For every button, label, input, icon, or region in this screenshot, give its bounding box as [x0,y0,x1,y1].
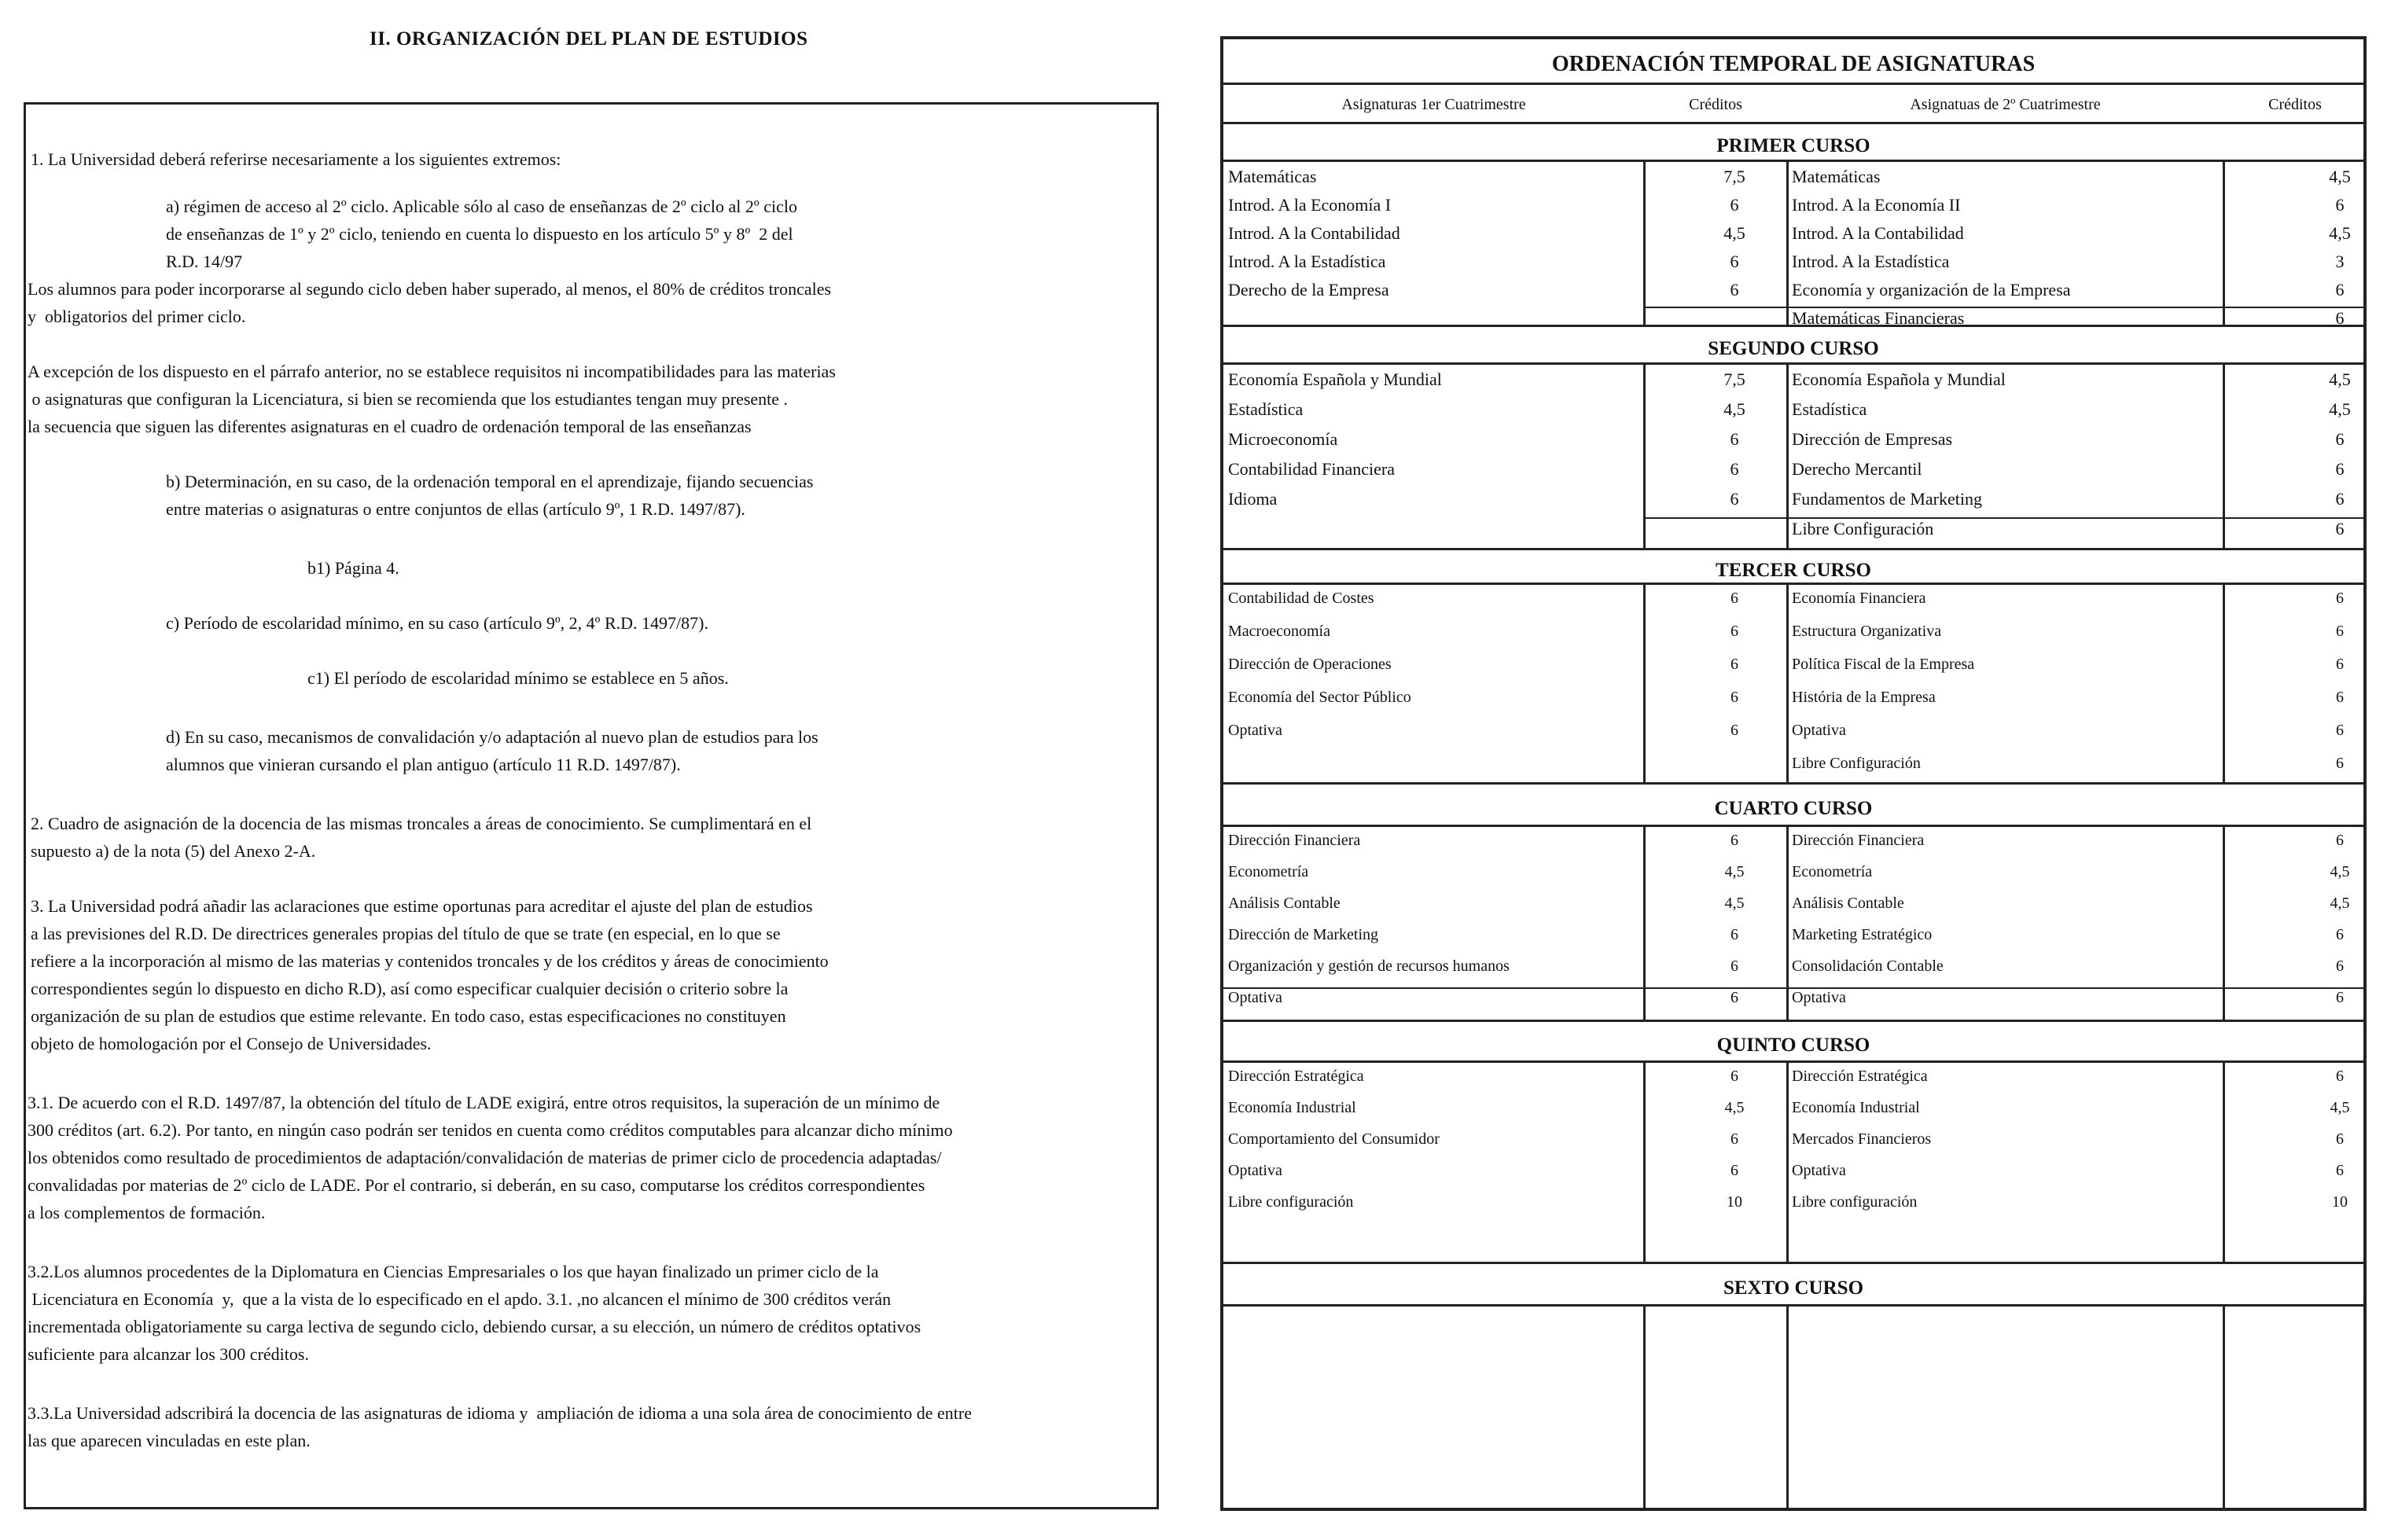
second-semester-subject: Economía y organización de la Empresa [1792,280,2071,300]
second-semester-credits: 6 [2335,195,2345,215]
column-divider [2223,585,2225,785]
course-separator [1223,825,2363,827]
first-semester-subject: Economía del Sector Público [1228,689,1411,706]
second-semester-subject: Libre configuración [1792,1193,1918,1211]
column-divider [1643,1063,1646,1264]
second-semester-credits: 4,5 [2329,223,2351,243]
text-line: de enseñanzas de 1º y 2º ciclo, teniendo en cuenta lo dispuesto en los artículo 5º y 8º 2 del [166,224,793,244]
first-semester-subject: Dirección Financiera [1228,832,1361,849]
column-divider [1786,1307,1789,1511]
second-semester-subject: Economía Industrial [1792,1099,1920,1116]
first-semester-credits: 4,5 [1724,863,1745,880]
first-semester-credits: 6 [1730,590,1738,607]
first-semester-subject: Economía Española y Mundial [1228,369,1442,389]
column-divider [1786,1063,1789,1264]
table-title: ORDENACIÓN TEMPORAL DE ASIGNATURAS [1223,39,2363,85]
first-semester-credits: 4,5 [1724,1099,1745,1116]
first-semester-credits: 4,5 [1723,399,1745,419]
second-semester-subject: Matemáticas Financieras [1792,308,1965,328]
text-line: 3. La Universidad podrá añadir las aclaraciones que estime oportunas para acreditar el ajuste del plan de estudios [31,896,813,916]
second-semester-credits: 6 [2335,280,2345,300]
second-semester-subject: Marketing Estratégico [1792,926,1933,943]
second-semester-credits: 6 [2336,623,2344,640]
second-semester-subject: Fundamentos de Marketing [1792,489,1982,509]
row-divider [1644,517,2367,519]
text-line: los obtenidos como resultado de procedimientos de adaptación/convalidación de materias de primer ciclo de procedencia adaptadas/ [28,1148,942,1167]
text-line: c1) El período de escolaridad mínimo se establece en 5 años. [307,668,729,688]
text-line: organización de su plan de estudios que estime relevante. En todo caso, estas especificaciones no constituyen [31,1006,786,1026]
column-divider [1643,585,1646,785]
course-title: QUINTO CURSO [1716,1035,1870,1056]
second-semester-subject: Economía Española y Mundial [1792,369,2006,389]
second-semester-credits: 6 [2336,926,2344,943]
second-semester-credits: 6 [2335,519,2345,538]
first-semester-subject: Optativa [1228,722,1282,739]
course-separator [1223,583,2363,585]
text-line: Licenciatura en Economía y, que a la vista de lo especificado en el apdo. 3.1. ,no alcancen el mínimo de 300 créditos verán [28,1289,892,1309]
table-header-row [1223,85,2363,124]
text-line: entre materias o asignaturas o entre conjuntos de ellas (artículo 9º, 1 R.D. 1497/87). [166,499,745,519]
second-semester-credits: 6 [2336,957,2344,975]
text-line: refiere a la incorporación al mismo de las materias y contenidos troncales y de los créditos y áreas de conocimiento [31,951,829,971]
text-line: A excepción de los dispuesto en el párrafo anterior, no se establece requisitos ni incompatibilidades para las materias [28,362,836,381]
course-title: SEXTO CURSO [1723,1277,1864,1299]
second-semester-subject: Introd. A la Estadística [1792,252,1950,271]
text-line: la secuencia que siguen las diferentes asignaturas en el cuadro de ordenación temporal de las enseñanzas [28,417,752,436]
column-divider [2223,1307,2225,1511]
row-divider [1223,987,2363,989]
course-title: SEGUNDO CURSO [1708,338,1879,359]
first-semester-credits: 6 [1730,832,1738,849]
second-semester-credits: 10 [2332,1193,2348,1211]
column-divider [1643,827,1646,1022]
first-semester-subject: Matemáticas [1228,167,1317,186]
text-line: 300 créditos (art. 6.2). Por tanto, en ningún caso podrán ser tenidos en cuenta como créditos computables para alcanzar dicho mínimo [28,1120,953,1140]
text-line: convalidadas por materias de 2º ciclo de LADE. Por el contrario, si deberán, en su caso, computarse los créditos correspondientes [28,1175,925,1195]
second-semester-subject: Econometría [1792,863,1873,880]
text-line: objeto de homologación por el Consejo de Universidades. [31,1034,432,1053]
header-first-semester: Asignaturas 1er Cuatrimestre [1341,96,1526,113]
course-title: TERCER CURSO [1716,560,1871,581]
column-divider [1786,365,1789,550]
first-semester-credits: 4,5 [1724,895,1745,912]
second-semester-credits: 4,5 [2329,369,2351,389]
text-line: alumnos que vinieran cursando el plan antiguo (artículo 11 R.D. 1497/87). [166,755,681,774]
first-semester-subject: Idioma [1228,489,1278,509]
course-title: PRIMER CURSO [1716,135,1870,156]
second-semester-subject: Matemáticas [1792,167,1881,186]
first-semester-subject: Dirección de Marketing [1228,926,1379,943]
text-line: las que aparecen vinculadas en este plan. [28,1431,311,1450]
second-semester-subject: Optativa [1792,722,1846,739]
second-semester-credits: 4,5 [2329,399,2351,419]
text-line: a) régimen de acceso al 2º ciclo. Aplicable sólo al caso de enseñanzas de 2º ciclo al 2º ciclo [166,197,797,216]
second-semester-credits: 6 [2335,459,2345,479]
first-semester-credits: 6 [1730,195,1739,215]
second-semester-subject: Dirección de Empresas [1792,429,1953,449]
column-divider [2223,162,2225,327]
second-semester-subject: Estructura Organizativa [1792,623,1942,640]
first-semester-credits: 6 [1730,459,1739,479]
text-line: supuesto a) de la nota (5) del Anexo 2-A. [31,841,316,861]
text-line: y obligatorios del primer ciclo. [28,307,246,326]
first-semester-subject: Dirección Estratégica [1228,1068,1364,1085]
text-line: 3.1. De acuerdo con el R.D. 1497/87, la obtención del título de LADE exigirá, entre otros requisitos, la superación de un mínimo de [28,1093,940,1112]
first-semester-subject: Introd. A la Economía I [1228,195,1392,215]
second-semester-credits: 4,5 [2330,863,2350,880]
first-semester-subject: Optativa [1228,989,1282,1006]
first-semester-credits: 6 [1730,252,1739,271]
second-semester-subject: Libre Configuración [1792,519,1934,538]
organization-text-box [24,102,1159,1509]
second-semester-credits: 6 [2336,1068,2344,1085]
second-semester-subject: Dirección Financiera [1792,832,1925,849]
first-semester-subject: Derecho de la Empresa [1228,280,1389,300]
column-divider [1786,827,1789,1022]
text-line: Los alumnos para poder incorporarse al segundo ciclo deben haber superado, al menos, el 80% de créditos troncales [28,279,832,299]
text-line: b1) Página 4. [307,558,399,578]
column-divider [2223,365,2225,550]
first-semester-subject: Comportamiento del Consumidor [1228,1130,1440,1148]
text-line: 3.2.Los alumnos procedentes de la Diplomatura en Ciencias Empresariales o los que hayan finalizado un primer ciclo de la [28,1262,879,1281]
second-semester-subject: Libre Configuración [1792,755,1921,772]
second-semester-subject: Optativa [1792,1162,1846,1179]
column-divider [1643,162,1646,327]
header-second-semester: Asignatuas de 2º Cuatrimestre [1910,96,2101,113]
second-semester-subject: Optativa [1792,989,1846,1006]
text-line: b) Determinación, en su caso, de la ordenación temporal en el aprendizaje, fijando secuencias [166,472,814,491]
first-semester-credits: 6 [1730,489,1739,509]
text-line: 2. Cuadro de asignación de la docencia de las mismas troncales a áreas de conocimiento. Se cumplimentará en el [31,814,812,833]
first-semester-credits: 6 [1730,689,1738,706]
second-semester-credits: 4,5 [2329,167,2351,186]
text-line: o asignaturas que configuran la Licenciatura, si bien se recomienda que los estudiantes tengan muy presente . [28,389,789,409]
second-semester-subject: Introd. A la Economía II [1792,195,1961,215]
column-divider [1786,585,1789,785]
second-semester-subject: Mercados Financieros [1792,1130,1932,1148]
text-line: incrementada obligatoriamente su carga lectiva de segundo ciclo, debiendo cursar, a su elección, un número de créditos optativos [28,1317,921,1336]
first-semester-subject: Dirección de Operaciones [1228,656,1392,673]
first-semester-subject: Economía Industrial [1228,1099,1356,1116]
first-semester-credits: 4,5 [1723,223,1745,243]
first-semester-credits: 6 [1730,926,1738,943]
first-semester-subject: Contabilidad Financiera [1228,459,1395,479]
second-semester-credits: 6 [2336,656,2344,673]
second-semester-subject: Introd. A la Contabilidad [1792,223,1964,243]
first-semester-credits: 6 [1730,280,1739,300]
course-separator [1223,1060,2363,1063]
column-divider [1786,162,1789,327]
second-semester-credits: 6 [2336,832,2344,849]
first-semester-credits: 6 [1730,1162,1738,1179]
text-line: d) En su caso, mecanismos de convalidación y/o adaptación al nuevo plan de estudios para los [166,727,818,747]
first-semester-subject: Análisis Contable [1228,895,1341,912]
first-semester-subject: Macroeconomía [1228,623,1330,640]
first-semester-credits: 6 [1730,722,1738,739]
second-semester-credits: 6 [2336,1130,2344,1148]
header-credits-2: Créditos [2268,96,2322,113]
course-title: CUARTO CURSO [1714,798,1873,819]
first-semester-credits: 6 [1730,656,1738,673]
second-semester-credits: 6 [2336,689,2344,706]
schedule-table [1220,36,2367,1511]
header-credits-1: Créditos [1689,96,1742,113]
second-semester-credits: 6 [2336,722,2344,739]
first-semester-subject: Libre configuración [1228,1193,1354,1211]
first-semester-subject: Estadística [1228,399,1304,419]
first-semester-subject: Introd. A la Estadística [1228,252,1386,271]
course-separator [1223,160,2363,162]
first-semester-subject: Optativa [1228,1162,1282,1179]
row-divider [1644,307,2367,308]
second-semester-subject: Política Fiscal de la Empresa [1792,656,1975,673]
first-semester-credits: 10 [1727,1193,1742,1211]
text-line: 1. La Universidad deberá referirse necesariamente a los siguientes extremos: [31,149,561,169]
first-semester-credits: 6 [1730,1068,1738,1085]
column-divider [2223,1063,2225,1264]
second-semester-subject: Derecho Mercantil [1792,459,1922,479]
second-semester-credits: 6 [2335,308,2345,328]
text-line: a las previsiones del R.D. De directrices generales propias del título de que se trate (en especial, en lo que se [31,924,781,943]
column-divider [2223,827,2225,1022]
first-semester-credits: 6 [1730,623,1738,640]
second-semester-subject: Análisis Contable [1792,895,1904,912]
first-semester-subject: Microeconomía [1228,429,1338,449]
first-semester-credits: 6 [1730,429,1739,449]
second-semester-credits: 6 [2335,429,2345,449]
text-line: correspondientes según lo dispuesto en dicho R.D), así como especificar cualquier decisión o criterio sobre la [31,979,789,998]
first-semester-subject: Econometría [1228,863,1309,880]
second-semester-subject: História de la Empresa [1792,689,1936,706]
second-semester-credits: 4,5 [2330,895,2350,912]
first-semester-credits: 6 [1730,989,1738,1006]
second-semester-credits: 4,5 [2330,1099,2350,1116]
course-separator [1223,362,2363,365]
text-line: a los complementos de formación. [28,1203,266,1222]
second-semester-credits: 3 [2335,252,2345,271]
first-semester-subject: Contabilidad de Costes [1228,590,1374,607]
second-semester-subject: Consolidación Contable [1792,957,1944,975]
second-semester-subject: Estadística [1792,399,1867,419]
second-semester-credits: 6 [2336,989,2344,1006]
text-line: R.D. 14/97 [166,252,243,271]
text-line: c) Período de escolaridad mínimo, en su caso (artículo 9º, 2, 4º R.D. 1497/87). [166,613,708,633]
first-semester-subject: Introd. A la Contabilidad [1228,223,1400,243]
second-semester-subject: Dirección Estratégica [1792,1068,1928,1085]
first-semester-credits: 7,5 [1723,369,1745,389]
second-semester-credits: 6 [2336,590,2344,607]
first-semester-credits: 6 [1730,1130,1738,1148]
column-divider [1643,1307,1646,1511]
second-semester-credits: 6 [2335,489,2345,509]
second-semester-credits: 6 [2336,755,2344,772]
first-semester-subject: Organización y gestión de recursos humanos [1228,957,1510,975]
text-line: 3.3.La Universidad adscribirá la docencia de las asignaturas de idioma y ampliación de idioma a una sola área de conocimiento de entre [28,1403,972,1423]
text-line: suficiente para alcanzar los 300 créditos. [28,1344,309,1364]
column-divider [1643,365,1646,550]
left-page-title: II. ORGANIZACIÓN DEL PLAN DE ESTUDIOS [370,28,808,50]
second-semester-subject: Economía Financiera [1792,590,1926,607]
course-separator [1223,1304,2363,1307]
second-semester-credits: 6 [2336,1162,2344,1179]
first-semester-credits: 7,5 [1723,167,1745,186]
first-semester-credits: 6 [1730,957,1738,975]
